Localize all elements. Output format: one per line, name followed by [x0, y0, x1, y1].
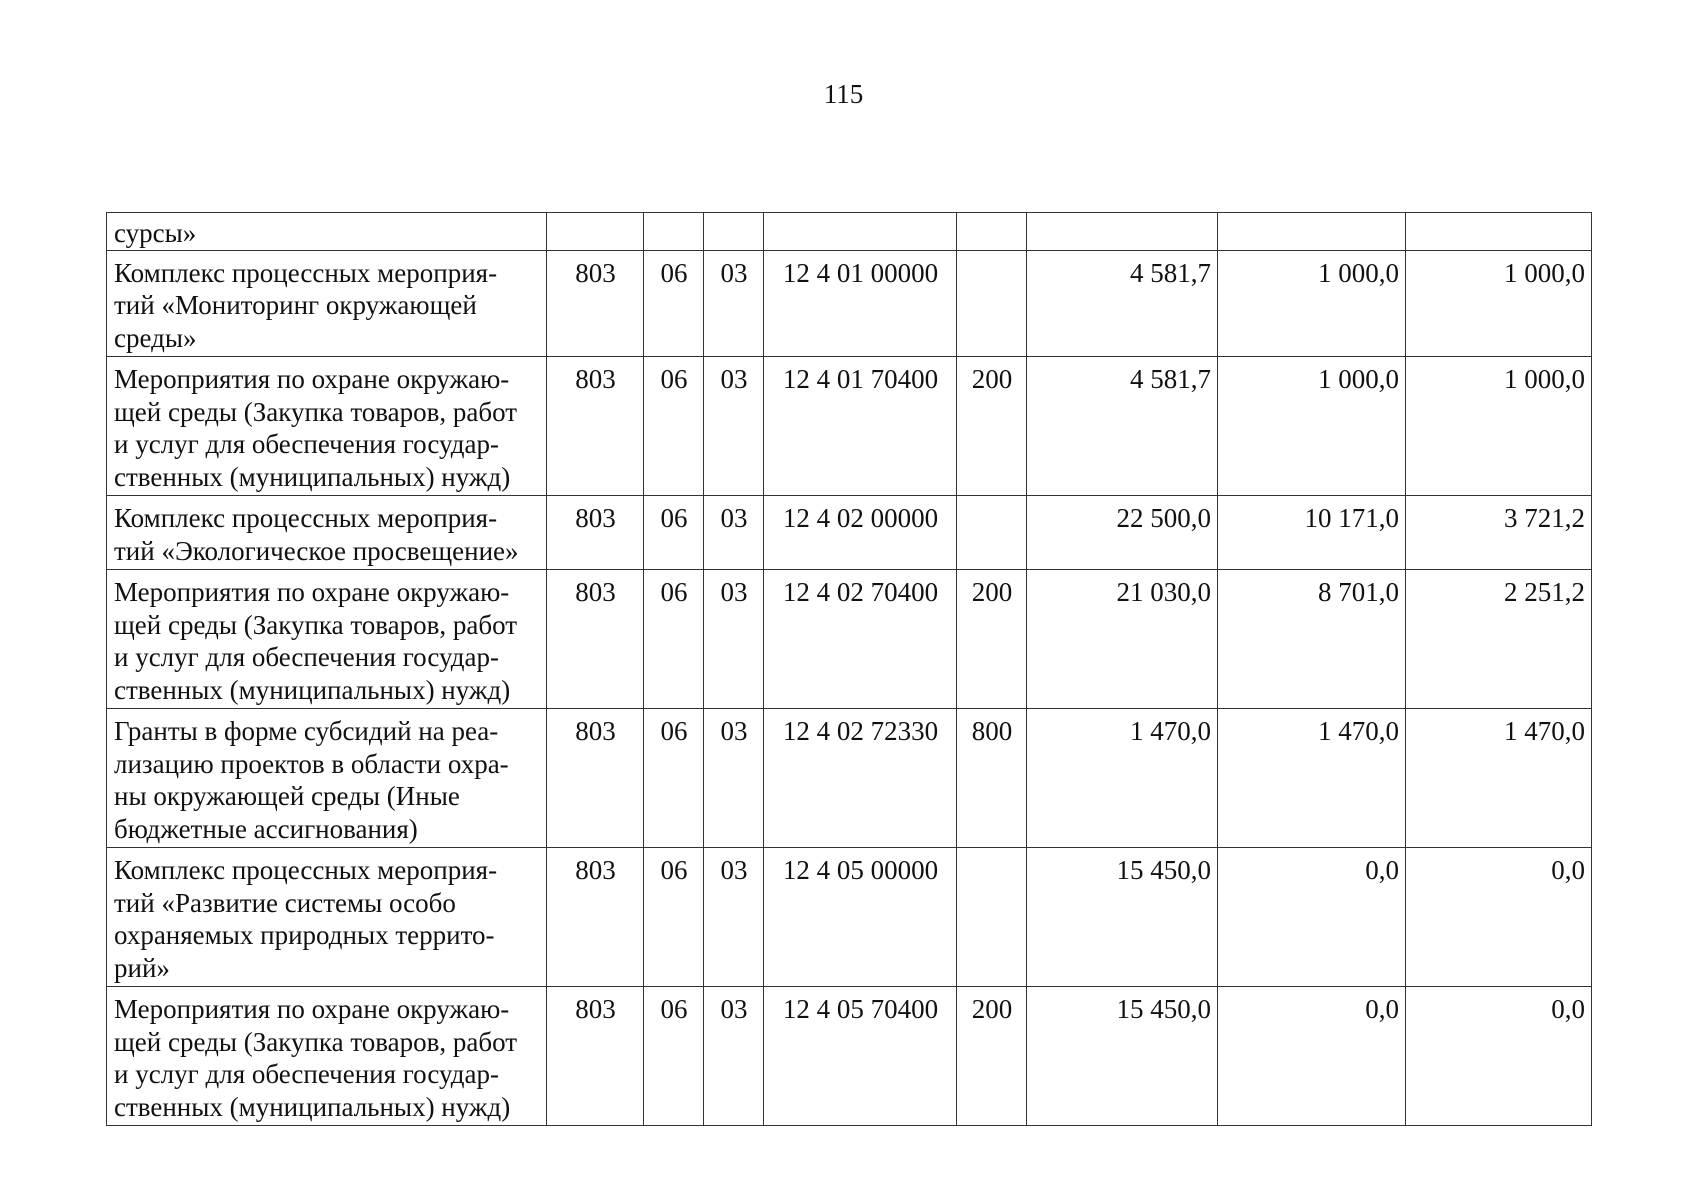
amount-col3-cell: 0,0 — [1406, 848, 1592, 987]
item-name-line: щей среды (Закупка товаров, работ — [114, 1026, 518, 1057]
item-name-line: и услуг для обеспечения государ- — [114, 1059, 499, 1089]
amount-col2-cell: 1 000,0 — [1218, 250, 1406, 357]
table-row — [107, 250, 1592, 357]
item-name-line: Мероприятия по охране окружаю- — [114, 577, 510, 607]
item-name-cell — [107, 848, 547, 987]
item-name-line: Комплекс процессных мероприя- — [114, 855, 498, 885]
item-name-line: среды» — [114, 322, 197, 353]
section-code-cell — [644, 213, 704, 251]
subsection-code-cell: 03 — [704, 496, 764, 570]
amount-col1-cell: 22 500,0 — [1027, 496, 1218, 570]
subsection-code-cell: 03 — [704, 357, 764, 496]
table-row — [107, 496, 1592, 570]
amount-col1-cell: 4 581,7 — [1027, 357, 1218, 496]
amount-col3-cell: 2 251,2 — [1406, 570, 1592, 709]
expense-type-cell: 200 — [957, 570, 1027, 709]
item-name-line: Гранты в форме субсидий на реа- — [114, 716, 499, 746]
amount-col1-cell: 4 581,7 — [1027, 250, 1218, 357]
section-code-cell: 06 — [644, 496, 704, 570]
ministry-code-cell: 803 — [547, 496, 644, 570]
expense-type-cell — [957, 496, 1027, 570]
target-article-cell: 12 4 05 70400 — [764, 987, 957, 1126]
item-name-cell — [107, 570, 547, 709]
subsection-code-cell: 03 — [704, 987, 764, 1126]
ministry-code-cell: 803 — [547, 987, 644, 1126]
amount-col1-cell: 21 030,0 — [1027, 570, 1218, 709]
item-name-line: охраняемых природных террито- — [114, 920, 495, 950]
item-name-line: Мероприятия по охране окружаю- — [114, 364, 510, 394]
amount-col1-cell: 1 470,0 — [1027, 709, 1218, 848]
subsection-code-cell: 03 — [704, 709, 764, 848]
section-code-cell: 06 — [644, 709, 704, 848]
subsection-code-cell: 03 — [704, 848, 764, 987]
item-name-line: и услуг для обеспечения государ- — [114, 642, 499, 672]
target-article-cell: 12 4 05 00000 — [764, 848, 957, 987]
amount-col3-cell: 1 000,0 — [1406, 357, 1592, 496]
amount-col2-cell: 1 470,0 — [1218, 709, 1406, 848]
subsection-code-cell — [704, 213, 764, 251]
item-name-line: сурсы» — [114, 218, 197, 248]
section-code-cell: 06 — [644, 987, 704, 1126]
item-name-cell — [107, 709, 547, 848]
table-body — [107, 213, 1592, 1126]
item-name-cell — [107, 987, 547, 1126]
item-name-line: щей среды (Закупка товаров, работ — [114, 609, 518, 640]
amount-col1-cell: 15 450,0 — [1027, 987, 1218, 1126]
item-name-line: рий» — [114, 952, 170, 983]
amount-col3-cell: 3 721,2 — [1406, 496, 1592, 570]
item-name-line: бюджетные ассигнования) — [114, 813, 418, 844]
item-name-line: Комплекс процессных мероприя- — [114, 503, 498, 533]
table-row — [107, 987, 1592, 1126]
ministry-code-cell: 803 — [547, 570, 644, 709]
item-name-cell — [107, 213, 547, 251]
item-name-line: тий «Мониторинг окружающей — [114, 290, 477, 320]
amount-col1-cell: 15 450,0 — [1027, 848, 1218, 987]
amount-col3-cell: 1 000,0 — [1406, 250, 1592, 357]
target-article-cell — [764, 213, 957, 251]
amount-col2-cell: 10 171,0 — [1218, 496, 1406, 570]
expense-type-cell: 200 — [957, 357, 1027, 496]
item-name-cell — [107, 357, 547, 496]
expense-type-cell: 800 — [957, 709, 1027, 848]
item-name-cell — [107, 250, 547, 357]
amount-col2-cell: 1 000,0 — [1218, 357, 1406, 496]
item-name-line: щей среды (Закупка товаров, работ — [114, 396, 518, 427]
amount-col3-cell — [1406, 213, 1592, 251]
target-article-cell: 12 4 01 70400 — [764, 357, 957, 496]
item-name-line: Мероприятия по охране окружаю- — [114, 994, 510, 1024]
target-article-cell: 12 4 02 72330 — [764, 709, 957, 848]
item-name-line: тий «Экологическое просвещение» — [114, 535, 519, 566]
ministry-code-cell: 803 — [547, 848, 644, 987]
expense-type-cell: 200 — [957, 987, 1027, 1126]
amount-col3-cell: 0,0 — [1406, 987, 1592, 1126]
budget-table — [106, 212, 1592, 1126]
item-name-line: ственных (муниципальных) нужд) — [114, 1091, 511, 1122]
amount-col3-cell: 1 470,0 — [1406, 709, 1592, 848]
expense-type-cell — [957, 213, 1027, 251]
section-code-cell: 06 — [644, 848, 704, 987]
amount-col1-cell — [1027, 213, 1218, 251]
item-name-line: Комплекс процессных мероприя- — [114, 257, 498, 288]
target-article-cell: 12 4 02 70400 — [764, 570, 957, 709]
item-name-line: и услуг для обеспечения государ- — [114, 429, 499, 459]
amount-col2-cell — [1218, 213, 1406, 251]
amount-col2-cell: 0,0 — [1218, 987, 1406, 1126]
item-name-line: ственных (муниципальных) нужд) — [114, 674, 511, 705]
expense-type-cell — [957, 250, 1027, 357]
item-name-line: ственных (муниципальных) нужд) — [114, 461, 511, 492]
ministry-code-cell: 803 — [547, 357, 644, 496]
amount-col2-cell: 0,0 — [1218, 848, 1406, 987]
expense-type-cell — [957, 848, 1027, 987]
item-name-line: лизацию проектов в области охра- — [114, 748, 509, 779]
ministry-code-cell: 803 — [547, 250, 644, 357]
target-article-cell: 12 4 02 00000 — [764, 496, 957, 570]
table-row — [107, 357, 1592, 496]
table-row — [107, 709, 1592, 848]
table-row — [107, 848, 1592, 987]
item-name-line: ны окружающей среды (Иные — [114, 781, 460, 811]
section-code-cell: 06 — [644, 357, 704, 496]
item-name-cell — [107, 496, 547, 570]
target-article-cell: 12 4 01 00000 — [764, 250, 957, 357]
amount-col2-cell: 8 701,0 — [1218, 570, 1406, 709]
section-code-cell: 06 — [644, 250, 704, 357]
item-name-line: тий «Развитие системы особо — [114, 887, 456, 918]
section-code-cell: 06 — [644, 570, 704, 709]
page-number: 115 — [823, 79, 864, 109]
table-row — [107, 213, 1592, 251]
subsection-code-cell: 03 — [704, 250, 764, 357]
ministry-code-cell: 803 — [547, 709, 644, 848]
table-row — [107, 570, 1592, 709]
subsection-code-cell: 03 — [704, 570, 764, 709]
ministry-code-cell — [547, 213, 644, 251]
